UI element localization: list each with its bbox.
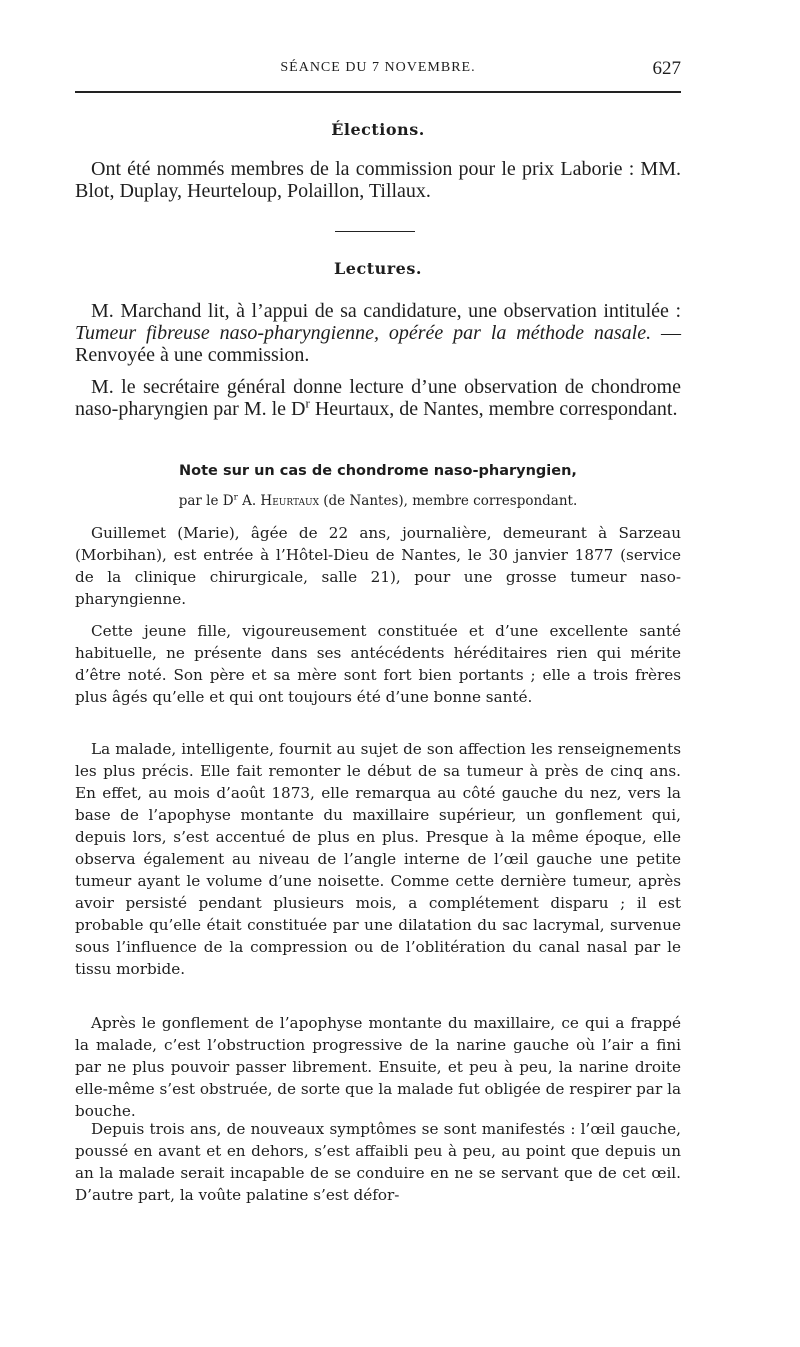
superscript: r — [305, 395, 310, 411]
running-head — [75, 60, 681, 82]
observation-title: Tumeur fibreuse naso-pharyngienne, opérée par la méthode nasale. — [75, 322, 652, 344]
note-paragraph: Guillemet (Marie), âgée de 22 ans, journalière, demeurant à Sarzeau (Morbihan), est entrée à l’Hôtel-Dieu de Nantes, le 30 janvier 1877 (service de la clinique chirurgicale, salle 21), pour une grosse tumeur naso-pharyngienne. — [75, 524, 681, 608]
text-run: — Renvoyée à une commission. — [75, 322, 682, 366]
header-rule — [75, 91, 681, 93]
text-run: par le D — [178, 493, 234, 509]
text-run: A. — [237, 493, 261, 509]
lectures-paragraph-marchand — [75, 300, 681, 366]
section-divider — [335, 231, 415, 232]
lectures-paragraph-secretaire — [75, 376, 681, 420]
text-run: (de Nantes), membre correspondant. — [318, 493, 578, 509]
author-name: Heurtaux — [260, 493, 319, 509]
note-paragraph: La malade, intelligente, fournit au sujet de son affection les renseignements les plus précis. Elle fait remonter le début de sa tumeur à près de cinq ans. En effet, au mois d’août 1873, elle remarqua au côté gauche du nez, vers la base de l’apophyse montante du maxillaire supérieur, un gonflement qui, depuis lors, s’est accentué de plus en plus. Presque à la même époque, elle observa également au niveau de l’angle interne de l’œil gauche une petite tumeur ayant le volume d’une noisette. Comme cette dernière tumeur, après avoir persisté pendant plusieurs mois, a complétement disparu ; il est probable qu’elle était constituée par une dilatation du sac lacrymal, survenue sous l’influence de la compression ou de l’oblitération du canal nasal par le tissu morbide. — [75, 740, 681, 978]
text-run: M. le secrétaire général donne lecture d’une observation de chondrome naso-pharyngien par M. le D — [75, 376, 681, 420]
text-run: Heurtaux, de Nantes, membre correspondant. — [309, 398, 678, 420]
lectures-heading: Lectures. — [334, 259, 422, 278]
elections-paragraph: Ont été nommés membres de la commission pour le prix Laborie : MM. Blot, Duplay, Heurteloup, Polaillon, Tillaux. — [75, 158, 681, 202]
running-title: SÉANCE DU 7 NOVEMBRE. — [280, 60, 476, 75]
note-paragraph: Cette jeune fille, vigoureusement constituée et d’une excellente santé habituelle, ne présente dans ses antécédents héréditaires rien qui mérite d’être noté. Son père et sa mère sont fort bien portants ; elle a trois frères plus âgés qu’elle et qui ont toujours été d’une bonne santé. — [75, 622, 681, 706]
elections-heading: Élections. — [331, 120, 425, 139]
page-number: 627 — [652, 58, 681, 79]
note-byline — [75, 493, 681, 509]
note-paragraph: Depuis trois ans, de nouveaux symptômes se sont manifestés : l’œil gauche, poussé en avant et en dehors, s’est affaibli peu à peu, au point que depuis un an la malade serait incapable de se conduire en ne se servant que de cet œil. D’autre part, la voûte palatine s’est défor- — [75, 1120, 681, 1204]
superscript: r — [233, 492, 238, 503]
text-run: M. Marchand lit, à l’appui de sa candidature, une observation intitulée : — [91, 300, 681, 322]
note-title: Note sur un cas de chondrome naso-pharyngien, — [179, 463, 577, 479]
note-paragraph: Après le gonflement de l’apophyse montante du maxillaire, ce qui a frappé la malade, c’est l’obstruction progressive de la narine gauche où l’air a fini par ne plus pouvoir passer librement. Ensuite, et peu à peu, la narine droite elle-même s’est obstruée, de sorte que la malade fut obligée de respirer par la bouche. — [75, 1014, 681, 1120]
